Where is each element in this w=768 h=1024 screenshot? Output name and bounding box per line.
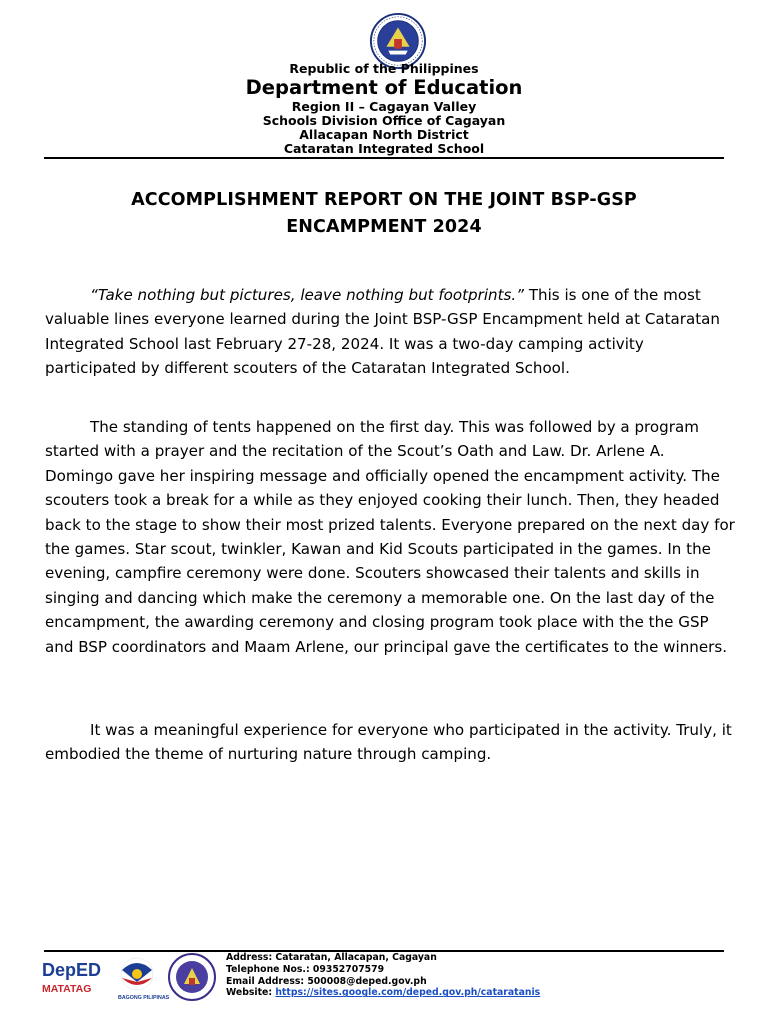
website-link[interactable]: https://sites.google.com/deped.gov.ph/cataratanis — [275, 987, 541, 999]
paragraph-1-text: This is one of the most valuable lines everyone learned during the Joint BSP-GSP Encampment held at Cataratan Integrated School last February 27-28, 2024. It was a two-day camping activity participated by different scouters of the Cataratan Integrated School. — [45, 286, 720, 378]
footer-address: Address: Cataratan, Allacapan, Cagayan — [226, 952, 437, 963]
deped-matatag-logo-icon — [42, 960, 101, 995]
department-name: Department of Education — [245, 76, 523, 99]
footer-email: Email Address: 500008@deped.gov.ph — [226, 975, 427, 987]
paragraph-3-text: It was a meaningful experience for everyone who participated in the activity. Truly, it embodied the theme of nurturing nature through camping. — [45, 721, 732, 764]
republic-line: Republic of the Philippines — [289, 61, 479, 76]
report-title-line1: ACCOMPLISHMENT REPORT ON THE JOINT BSP-GSP — [131, 190, 637, 210]
footer-website — [226, 987, 540, 999]
quote-text: “Take nothing but pictures, leave nothing but footprints.” — [90, 286, 525, 304]
region-line: Region II – Cagayan Valley — [291, 99, 477, 114]
division-line: Schools Division Office of Cagayan — [262, 113, 506, 128]
svg-text:MATATAG: MATATAG — [42, 983, 92, 995]
paragraph-3 — [45, 718, 735, 767]
school-seal-icon — [169, 954, 215, 1000]
report-title-line2: ENCAMPMENT 2024 — [286, 217, 482, 237]
svg-text:BAGONG PILIPINAS: BAGONG PILIPINAS — [118, 995, 170, 1001]
footer-contact — [226, 952, 540, 999]
svg-text:DepED: DepED — [42, 960, 102, 980]
bagong-pilipinas-logo-icon — [118, 958, 170, 1001]
paragraph-1 — [45, 283, 735, 381]
header-divider — [44, 157, 724, 159]
footer-telephone: Telephone Nos.: 09352707579 — [226, 963, 385, 975]
school-line: Cataratan Integrated School — [283, 141, 485, 156]
district-line: Allacapan North District — [299, 127, 469, 142]
website-label: Website: — [226, 987, 276, 999]
paragraph-2 — [45, 415, 735, 659]
footer-logos — [40, 952, 220, 1002]
paragraph-2-text: The standing of tents happened on the first day. This was followed by a program started with a prayer and the recitation of the Scout’s Oath and Law. Dr. Arlene A. Domingo gave her inspiring message and officially opened the encampment activity. The scouters took a break for a while as they enjoyed cooking their lunch. Then, they headed back to the stage to show their most prized talents. Everyone prepared on the next day for the games. Star scout, twinkler, Kawan and Kid Scouts participated in the games. In the evening, campfire ceremony were done. Scouters showcased their talents and skills in singing and dancing which make the ceremony a memorable one. On the last day of the encampment, the awarding ceremony and closing program took place with the the GSP and BSP coordinators and Maam Arlene, our principal gave the certificates to the winners. — [45, 418, 735, 656]
